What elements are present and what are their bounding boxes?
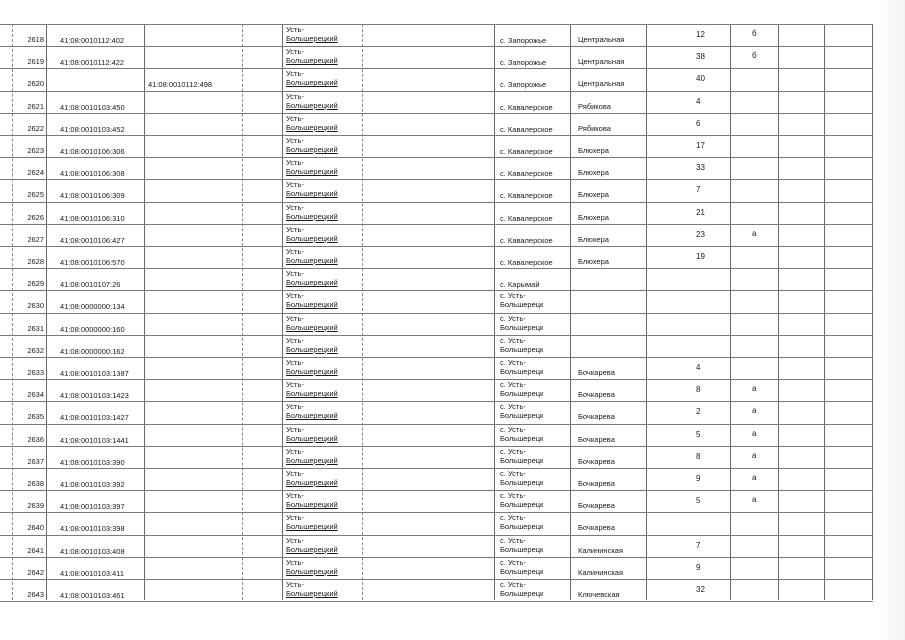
settlement-line-1: с. Кавалерское bbox=[500, 235, 553, 245]
district-line-2: Большерецкий bbox=[286, 344, 338, 354]
table-row bbox=[0, 157, 873, 179]
settlement-line-2: Большерецк bbox=[500, 367, 544, 376]
street-name: Бочкарева bbox=[578, 501, 615, 511]
district-line-2: Большерецкий bbox=[286, 455, 338, 465]
district-cell bbox=[286, 425, 338, 443]
district-line-1: Усть- bbox=[286, 91, 304, 101]
street-name: Блюхера bbox=[578, 212, 609, 222]
cadastral-number: 41:08:0000000:160 bbox=[60, 324, 125, 334]
house-number: 8 bbox=[696, 385, 701, 395]
cadastral-number: 41:08:0010103:1441 bbox=[60, 435, 129, 445]
house-number: 40 bbox=[696, 74, 705, 84]
district-line-2: Большерецкий bbox=[286, 433, 338, 443]
district-line-1: Усть- bbox=[286, 424, 304, 434]
district-line-1: Усть- bbox=[286, 113, 304, 123]
house-number: 32 bbox=[696, 585, 705, 594]
settlement-cell bbox=[500, 513, 543, 531]
district-cell bbox=[286, 291, 338, 309]
table-row bbox=[0, 490, 873, 512]
district-line-2: Большерецкий bbox=[286, 100, 338, 110]
cadastral-number: 41:08:0010103:450 bbox=[60, 102, 125, 112]
district-line-2: Большерецкий bbox=[286, 233, 338, 243]
district-line-1: Усть- bbox=[286, 557, 304, 567]
cadastral-number: 41:08:0010103:1423 bbox=[60, 391, 129, 401]
settlement-line-2: Большерецк bbox=[500, 455, 544, 465]
cadastral-number: 41:08:0010106:427 bbox=[60, 235, 125, 245]
settlement-line-1: с. Усть- bbox=[500, 313, 526, 323]
settlement-line-1: с. Усть- bbox=[500, 580, 526, 589]
district-line-1: Усть- bbox=[286, 513, 304, 523]
table-row bbox=[0, 557, 873, 579]
settlement-cell bbox=[500, 469, 543, 487]
district-line-2: Большерецкий bbox=[286, 278, 338, 288]
settlement-line-1: с. Усть- bbox=[500, 424, 526, 434]
table-row bbox=[0, 446, 873, 468]
street-name: Блюхера bbox=[578, 146, 609, 155]
house-number: 38 bbox=[696, 52, 705, 62]
table-row bbox=[0, 91, 873, 113]
district-cell bbox=[286, 580, 338, 598]
district-line-1: Усть- bbox=[286, 247, 304, 256]
row-number: 2625 bbox=[27, 190, 44, 200]
district-line-1: Усть- bbox=[286, 224, 304, 234]
district-line-1: Усть- bbox=[286, 47, 304, 57]
settlement-cell bbox=[500, 236, 553, 245]
cadastral-number: 41:08:0010103:398 bbox=[60, 524, 125, 534]
street-name: Блюхера bbox=[578, 234, 609, 244]
house-number: 9 bbox=[696, 474, 701, 483]
cadastral-number: 41:08:0010106:306 bbox=[60, 147, 125, 156]
table-row bbox=[0, 313, 873, 335]
house-letter: а bbox=[752, 228, 757, 238]
settlement-cell bbox=[500, 36, 546, 45]
row-number: 2643 bbox=[27, 590, 44, 599]
settlement-line-1: с. Кавалерское bbox=[500, 258, 553, 267]
district-line-1: Усть- bbox=[286, 446, 304, 456]
settlement-line-1: с. Усть- bbox=[500, 446, 526, 456]
district-cell bbox=[286, 69, 338, 87]
house-number: 9 bbox=[696, 562, 701, 572]
district-line-1: Усть- bbox=[286, 335, 304, 345]
district-line-2: Большерецкий bbox=[286, 189, 338, 199]
district-line-1: Усть- bbox=[286, 402, 304, 412]
house-letter: а bbox=[752, 450, 757, 460]
district-line-2: Большерецкий bbox=[286, 56, 338, 66]
row-number: 2621 bbox=[27, 101, 44, 111]
settlement-line-1: с. Усть- bbox=[500, 358, 526, 367]
house-number: 23 bbox=[696, 229, 705, 239]
table-row bbox=[0, 512, 873, 534]
district-line-2: Большерецкий bbox=[286, 78, 338, 88]
row-number: 2634 bbox=[27, 390, 44, 400]
district-cell bbox=[286, 358, 338, 376]
district-cell bbox=[286, 469, 338, 487]
district-cell bbox=[286, 92, 338, 110]
table-row bbox=[0, 46, 873, 68]
row-number: 2633 bbox=[27, 368, 44, 377]
row-divider bbox=[0, 601, 873, 602]
district-line-2: Большерецкий bbox=[286, 589, 338, 598]
district-cell bbox=[286, 158, 338, 176]
table-row bbox=[0, 379, 873, 401]
table-row bbox=[0, 202, 873, 224]
district-line-1: Усть- bbox=[286, 158, 304, 168]
settlement-line-1: с. Запорожье bbox=[500, 58, 547, 68]
district-line-1: Усть- bbox=[286, 25, 304, 34]
settlement-line-1: с. Усть- bbox=[500, 291, 526, 301]
district-line-1: Усть- bbox=[286, 491, 304, 501]
house-letter: а bbox=[752, 495, 757, 505]
settlement-line-2: Большерецк bbox=[500, 433, 544, 443]
cadastral-number: 41:08:0010103:1427 bbox=[60, 413, 129, 423]
settlement-line-2: Большерецк bbox=[500, 344, 544, 354]
district-line-2: Большерецкий bbox=[286, 122, 338, 132]
cadastral-number: 41:08:0000000:162 bbox=[60, 346, 125, 356]
settlement-line-1: с. Кавалерское bbox=[500, 191, 553, 201]
table-row bbox=[0, 335, 873, 357]
house-letter: б bbox=[752, 29, 757, 38]
settlement-cell bbox=[500, 580, 543, 598]
house-number: 5 bbox=[696, 496, 701, 506]
row-number: 2629 bbox=[27, 279, 44, 289]
settlement-line-2: Большерецк bbox=[500, 522, 544, 532]
house-number: 21 bbox=[696, 207, 705, 217]
district-line-2: Большерецкий bbox=[286, 544, 338, 554]
settlement-line-1: с. Усть- bbox=[500, 513, 526, 523]
street-name: Ключевская bbox=[578, 590, 620, 599]
table-row bbox=[0, 24, 873, 46]
district-cell bbox=[286, 402, 338, 420]
settlement-line-1: с. Кавалерское bbox=[500, 147, 553, 156]
settlement-line-1: с. Усть- bbox=[500, 535, 526, 545]
settlement-cell bbox=[500, 380, 543, 398]
district-line-1: Усть- bbox=[286, 380, 304, 390]
settlement-cell bbox=[500, 558, 543, 576]
street-name: Центральная bbox=[578, 57, 625, 67]
district-line-1: Усть- bbox=[286, 580, 304, 589]
settlement-cell bbox=[500, 536, 543, 554]
house-number: 19 bbox=[696, 252, 705, 261]
cadastral-number: 41:08:0010106:570 bbox=[60, 258, 125, 267]
table-row bbox=[0, 401, 873, 423]
settlement-line-1: с. Кавалерское bbox=[500, 213, 553, 223]
district-line-2: Большерецкий bbox=[286, 566, 338, 576]
settlement-line-1: с. Запорожье bbox=[500, 80, 547, 90]
house-number: 33 bbox=[696, 163, 705, 173]
settlement-line-2: Большерецк bbox=[500, 300, 544, 310]
table-row bbox=[0, 224, 873, 246]
row-number: 2635 bbox=[27, 412, 44, 422]
settlement-line-1: с. Усть- bbox=[500, 402, 526, 412]
cadastral-number: 41:08:0000000:134 bbox=[60, 302, 125, 312]
district-cell bbox=[286, 180, 338, 198]
settlement-cell bbox=[500, 291, 543, 309]
cadastral-number-alt: 41:08:0010112:498 bbox=[148, 80, 213, 90]
table-row bbox=[0, 113, 873, 135]
street-name: Бочкарева bbox=[578, 434, 615, 444]
district-cell bbox=[286, 336, 338, 354]
house-number: 7 bbox=[696, 540, 701, 550]
district-line-1: Усть- bbox=[286, 535, 304, 545]
district-line-2: Большерецкий bbox=[286, 256, 338, 265]
settlement-line-2: Большерецк bbox=[500, 500, 544, 510]
settlement-line-1: с. Карымай bbox=[500, 280, 540, 290]
street-name: Бочкарева bbox=[578, 368, 615, 377]
row-number: 2642 bbox=[27, 567, 44, 577]
scan-margin bbox=[875, 0, 905, 640]
district-line-2: Большерецкий bbox=[286, 211, 338, 221]
row-number: 2626 bbox=[27, 212, 44, 222]
district-cell bbox=[286, 447, 338, 465]
district-line-2: Большерецкий bbox=[286, 389, 338, 399]
district-line-1: Усть- bbox=[286, 136, 304, 145]
district-cell bbox=[286, 225, 338, 243]
district-line-1: Усть- bbox=[286, 313, 304, 323]
settlement-cell bbox=[500, 80, 546, 89]
street-name: Центральная bbox=[578, 35, 625, 44]
cadastral-number: 41:08:0010106:308 bbox=[60, 169, 125, 179]
table-row bbox=[0, 357, 873, 379]
house-letter: а bbox=[752, 384, 757, 394]
street-name: Центральная bbox=[578, 79, 625, 89]
street-name: Калининская bbox=[578, 567, 624, 577]
cadastral-number: 41:08:0010103:411 bbox=[60, 568, 125, 578]
district-cell bbox=[286, 558, 338, 576]
settlement-cell bbox=[500, 314, 543, 332]
settlement-line-1: с. Кавалерское bbox=[500, 124, 553, 134]
street-name: Бочкарева bbox=[578, 523, 615, 533]
district-line-2: Большерецкий bbox=[286, 34, 338, 43]
cadastral-number: 41:08:0010103:1387 bbox=[60, 369, 129, 378]
house-letter: а bbox=[752, 428, 757, 438]
table-row bbox=[0, 468, 873, 490]
cadastral-number: 41:08:0010106:310 bbox=[60, 213, 125, 223]
settlement-cell bbox=[500, 191, 553, 200]
house-number: 17 bbox=[696, 141, 705, 150]
settlement-line-1: с. Усть- bbox=[500, 491, 526, 501]
row-number: 2640 bbox=[27, 523, 44, 533]
district-line-2: Большерецкий bbox=[286, 522, 338, 532]
settlement-line-1: с. Усть- bbox=[500, 469, 526, 478]
district-cell bbox=[286, 513, 338, 531]
settlement-cell bbox=[500, 425, 543, 443]
row-number: 2630 bbox=[27, 301, 44, 311]
district-cell bbox=[286, 114, 338, 132]
street-name: Блюхера bbox=[578, 168, 609, 178]
district-line-2: Большерецкий bbox=[286, 167, 338, 177]
row-number: 2623 bbox=[27, 146, 44, 155]
district-line-2: Большерецкий bbox=[286, 300, 338, 310]
row-number: 2628 bbox=[27, 257, 44, 266]
cadastral-number: 41:08:0010112:422 bbox=[60, 58, 125, 68]
table-row bbox=[0, 290, 873, 312]
row-number: 2627 bbox=[27, 234, 44, 244]
table-row bbox=[0, 246, 873, 268]
cadastral-number: 41:08:0010103:408 bbox=[60, 546, 125, 556]
settlement-cell bbox=[500, 402, 543, 420]
district-cell bbox=[286, 269, 338, 287]
house-number: 4 bbox=[696, 363, 701, 372]
settlement-line-2: Большерецк bbox=[500, 478, 544, 487]
settlement-cell bbox=[500, 336, 543, 354]
settlement-cell bbox=[500, 58, 546, 67]
settlement-line-2: Большерецк bbox=[500, 544, 544, 554]
district-cell bbox=[286, 491, 338, 509]
settlement-line-1: с. Кавалерское bbox=[500, 102, 553, 112]
settlement-line-2: Большерецк bbox=[500, 411, 544, 421]
table-row bbox=[0, 68, 873, 90]
house-letter: а bbox=[752, 406, 757, 416]
district-line-2: Большерецкий bbox=[286, 367, 338, 376]
row-number: 2636 bbox=[27, 434, 44, 444]
house-number: 4 bbox=[696, 96, 701, 106]
district-line-1: Усть- bbox=[286, 269, 304, 279]
street-name: Блюхера bbox=[578, 190, 609, 200]
table-row bbox=[0, 579, 873, 601]
row-number: 2639 bbox=[27, 501, 44, 511]
cadastral-number: 41:08:0010103:397 bbox=[60, 502, 125, 512]
cadastral-number: 41:08:0010103:390 bbox=[60, 457, 125, 467]
row-number: 2641 bbox=[27, 545, 44, 555]
row-number: 2637 bbox=[27, 456, 44, 466]
district-cell bbox=[286, 47, 338, 65]
table-row bbox=[0, 424, 873, 446]
district-line-1: Усть- bbox=[286, 202, 304, 212]
district-cell bbox=[286, 380, 338, 398]
district-line-2: Большерецкий bbox=[286, 478, 338, 487]
settlement-line-1: с. Усть- bbox=[500, 380, 526, 390]
house-letter: б bbox=[752, 51, 757, 61]
settlement-line-2: Большерецк bbox=[500, 322, 544, 332]
street-name: Бочкарева bbox=[578, 390, 615, 400]
row-number: 2619 bbox=[27, 57, 44, 67]
row-number: 2618 bbox=[27, 35, 44, 44]
settlement-line-1: с. Усть- bbox=[500, 335, 526, 345]
settlement-cell bbox=[500, 280, 540, 289]
district-line-2: Большерецкий bbox=[286, 145, 338, 154]
district-line-2: Большерецкий bbox=[286, 500, 338, 510]
row-number: 2624 bbox=[27, 168, 44, 178]
table-row bbox=[0, 179, 873, 201]
house-number: 5 bbox=[696, 429, 701, 439]
settlement-cell bbox=[500, 125, 553, 134]
street-name: Бочкарева bbox=[578, 479, 615, 488]
cadastral-number: 41:08:0010103:452 bbox=[60, 124, 125, 134]
district-line-2: Большерецкий bbox=[286, 411, 338, 421]
cadastral-number: 41:08:0010103:461 bbox=[60, 591, 125, 600]
settlement-cell bbox=[500, 258, 553, 267]
house-number: 8 bbox=[696, 451, 701, 461]
row-number: 2620 bbox=[27, 79, 44, 89]
house-number: 6 bbox=[696, 118, 701, 128]
settlement-cell bbox=[500, 358, 543, 376]
street-name: Рябикова bbox=[578, 123, 611, 133]
district-line-1: Усть- bbox=[286, 180, 304, 190]
row-number: 2631 bbox=[27, 323, 44, 333]
table-row bbox=[0, 535, 873, 557]
settlement-cell bbox=[500, 103, 553, 112]
settlement-cell bbox=[500, 491, 543, 509]
street-name: Бочкарева bbox=[578, 412, 615, 422]
district-cell bbox=[286, 247, 338, 265]
cadastral-number: 41:08:0010112:402 bbox=[60, 36, 125, 45]
settlement-line-1: с. Кавалерское bbox=[500, 169, 553, 179]
district-cell bbox=[286, 203, 338, 221]
house-letter: а bbox=[752, 473, 757, 482]
district-line-1: Усть- bbox=[286, 291, 304, 301]
street-name: Калининская bbox=[578, 545, 624, 555]
row-number: 2632 bbox=[27, 345, 44, 355]
house-number: 2 bbox=[696, 407, 701, 417]
settlement-line-1: с. Запорожье bbox=[500, 36, 547, 45]
street-name: Блюхера bbox=[578, 257, 609, 266]
settlement-cell bbox=[500, 214, 553, 223]
settlement-cell bbox=[500, 147, 553, 156]
settlement-line-2: Большерецк bbox=[500, 566, 544, 576]
district-cell bbox=[286, 136, 338, 154]
district-line-1: Усть- bbox=[286, 69, 304, 79]
settlement-line-2: Большерецк bbox=[500, 589, 544, 598]
row-number: 2622 bbox=[27, 123, 44, 133]
settlement-cell bbox=[500, 169, 553, 178]
settlement-line-1: с. Усть- bbox=[500, 557, 526, 567]
district-line-2: Большерецкий bbox=[286, 322, 338, 332]
house-number: 12 bbox=[696, 30, 705, 39]
table-row bbox=[0, 268, 873, 290]
street-name: Рябикова bbox=[578, 101, 611, 111]
settlement-cell bbox=[500, 447, 543, 465]
row-number: 2638 bbox=[27, 479, 44, 488]
district-line-1: Усть- bbox=[286, 469, 304, 478]
street-name: Бочкарева bbox=[578, 456, 615, 466]
cadastral-number: 41:08:0010103:392 bbox=[60, 480, 125, 489]
district-line-1: Усть- bbox=[286, 358, 304, 367]
district-cell bbox=[286, 536, 338, 554]
cadastral-number: 41:08:0010107:26 bbox=[60, 280, 121, 290]
table-row bbox=[0, 135, 873, 157]
settlement-line-2: Большерецк bbox=[500, 389, 544, 399]
district-cell bbox=[286, 25, 338, 43]
cadastral-number: 41:08:0010106:309 bbox=[60, 191, 125, 201]
district-cell bbox=[286, 314, 338, 332]
house-number: 7 bbox=[696, 185, 701, 195]
